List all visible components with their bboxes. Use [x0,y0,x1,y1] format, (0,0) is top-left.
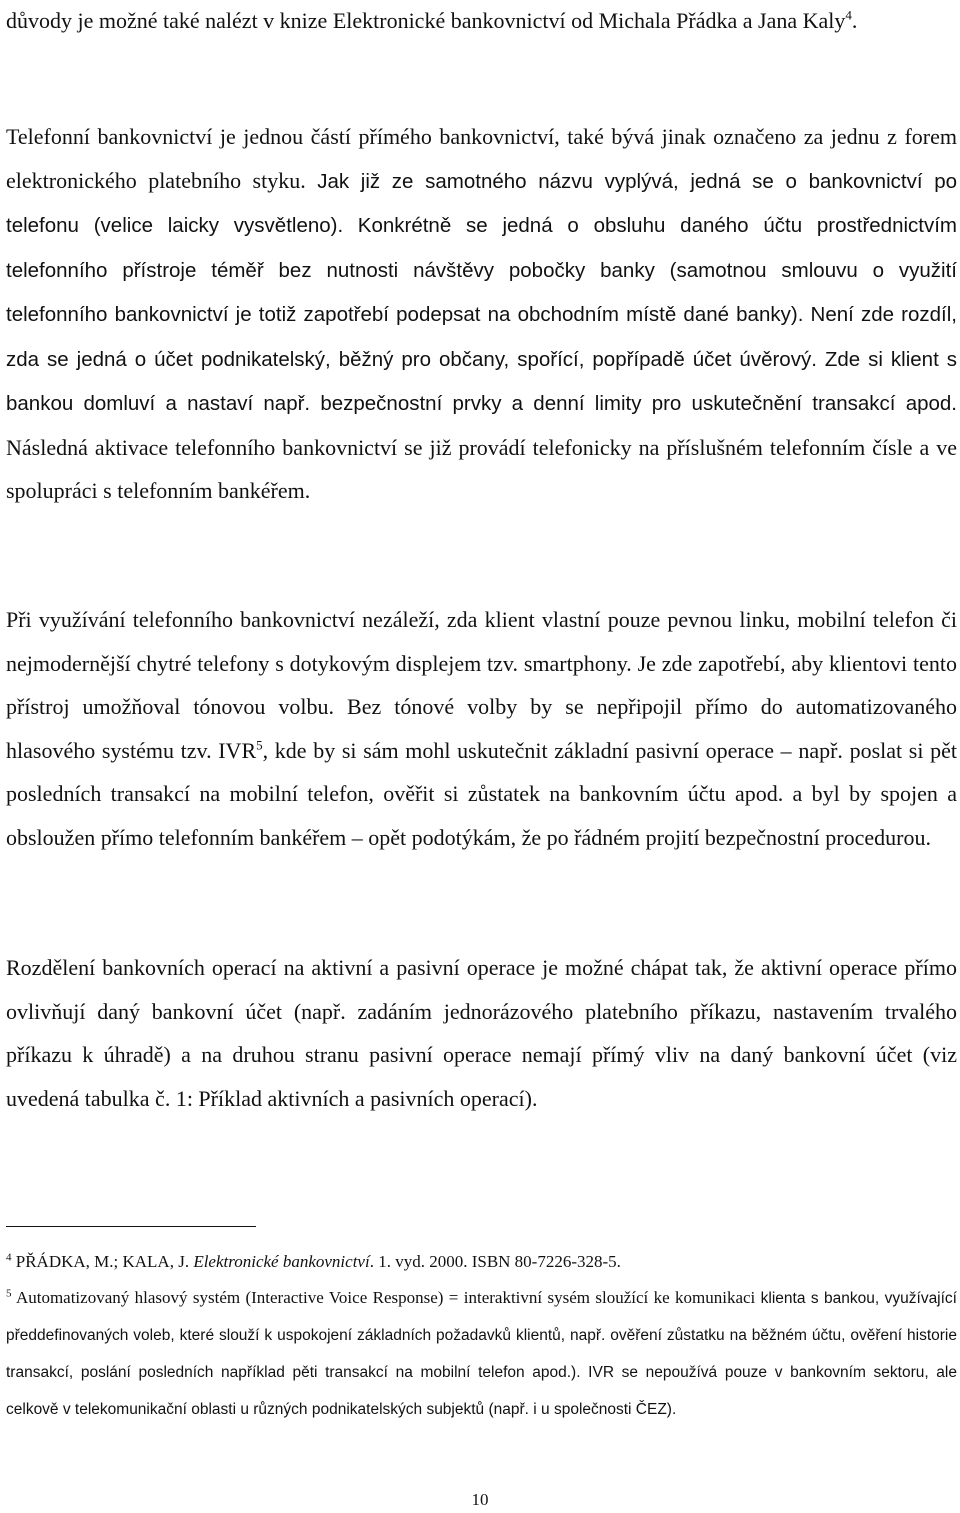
paragraph-1-end: . [851,8,858,33]
footnote-4-rest: . 1. vyd. 2000. ISBN 80-7226-328-5. [369,1252,621,1271]
paragraph-2-part-2: Jak již ze samotného názvu vyplývá, jedná se o bankovnictví po telefonu (velice laicky vysvětleno). [6,169,957,237]
footnotes [6,1244,957,1428]
paragraph-2 [6,115,957,513]
paragraph-3 [6,598,957,859]
footnote-4-number: 4 [6,1251,12,1264]
paragraph-4 [6,946,957,1120]
paragraph-3-text-2: , kde by si sám mohl uskutečnit základní pasivní operace – např. poslat si pět posledních transakcí na mobilní telefon, ověřit si zůstatek na bankovním účtu apod. a byl by spojen a obsloužen přímo telefonním bankéřem – opět podotýkám, že po řádném projití bezpečnostní procedurou. [6,737,957,850]
footnote-ref-4: 4 [845,7,852,23]
paragraph-4-text: Rozdělení bankovních operací na aktivní a pasivní operace je možné chápat tak, že aktivní operace přímo ovlivňují daný bankovní účet (např. zadáním jednorázového platebního příkazu, nastavením trvalého příkazu k úhradě) a na druhou stranu pasivní operace nemají přímý vliv na daný bankovní účet (viz uvedená tabulka č. 1: Příklad aktivních a pasivních operací). [6,955,957,1111]
paragraph-2-part-4: Následná aktivace telefonního bankovnictví se již provádí telefonicky na příslušném telefonním čísle a ve spolupráci s telefonním bankéřem. [6,434,957,503]
footnote-5 [6,1280,957,1428]
footnote-5-lead: Automatizovaný hlasový systém (Interactive Voice Response) = interaktivní sysém sloužící ke komunikaci [15,1288,756,1307]
paragraph-3-text-1: Při využívání telefonního bankovnictví nezáleží, zda klient vlastní pouze pevnou linku, mobilní telefon či nejmodernější chytré telefony s dotykovým displejem tzv. smartphony. Je zde zapotřebí, aby klientovi tento přístroj umožňoval tónovou volbu. Bez tónové volby by se nepřipojil přímo do automatizovaného hlasového systému tzv. IVR [6,607,957,763]
footnote-5-number: 5 [6,1287,12,1300]
footnote-4-authors: PŘÁDKA, M.; KALA, J. [15,1252,190,1271]
footnote-ref-5: 5 [256,737,263,753]
footnote-4 [6,1244,957,1280]
paragraph-1 [6,0,857,43]
footnote-5-text: klienta s bankou, využívající předdefinovaných voleb, které slouží k uspokojení základních požadavků klientů, např. ověření zůstatku na běžném účtu, ověření historie transakcí, poslání posledních například pěti transakcí na mobilní telefon apod.). IVR se nepoužívá pouze v bankovním sektoru, ale celkově v telekomunikační oblasti u různých podnikatelských subjektů (např. i u společnosti ČEZ). [6,1290,957,1418]
paragraph-2-part-1: Telefonní bankovnictví je jednou částí přímého bankovnictví, také bývá jinak označeno za jednu z forem elektronického platebního styku. [6,124,957,193]
paragraph-1-text: důvody je možné také nalézt v knize Elektronické bankovnictví od Michala Přádka a Jana Kaly [6,8,846,33]
footnote-4-title: Elektronické bankovnictví [193,1252,370,1271]
footnote-separator [6,1226,256,1227]
page-number: 10 [471,1490,489,1509]
paragraph-2-part-3: Konkrétně se jedná o obsluhu daného účtu prostřednictvím telefonního přístroje téměř bez nutnosti návštěvy pobočky banky (samotnou smlouvu o využití telefonního bankovnictví je totiž zapotřebí podepsat na obchodním místě dané banky). Není zde rozdíl, zda se jedná o účet podnikatelský, běžný pro občany, spořící, popřípadě účet úvěrový. Zde si klient s bankou domluví a nastaví např. bezpečnostní prvky a denní limity pro uskutečnění transakcí apod. [6,214,958,415]
